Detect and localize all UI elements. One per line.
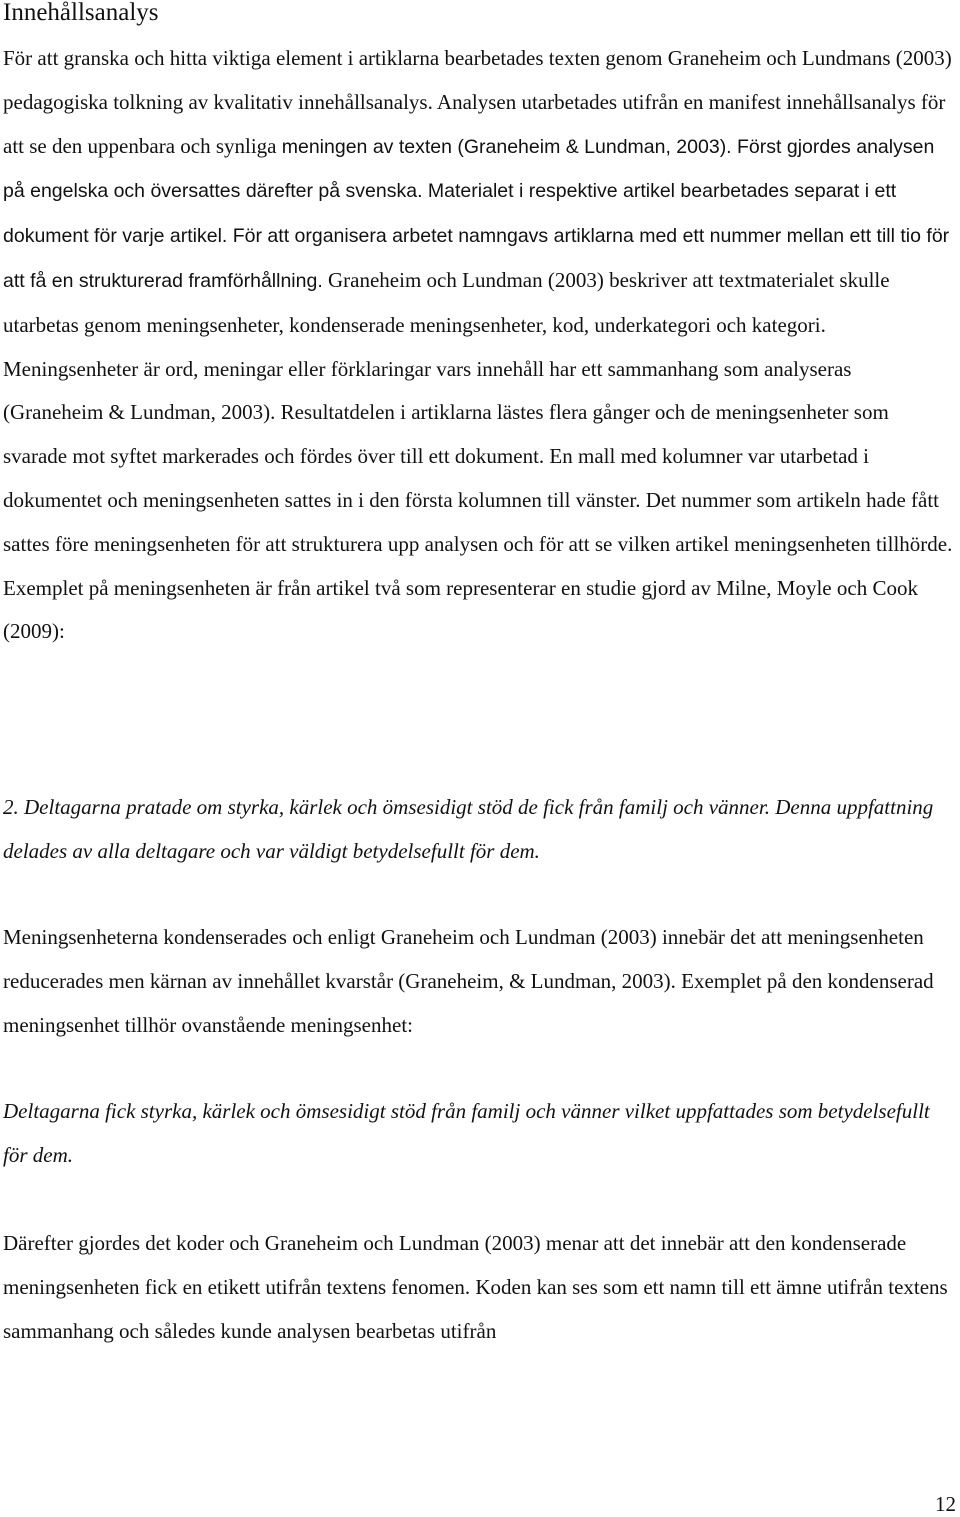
paragraph-condensation: Meningsenheterna kondenserades och enligt Graneheim och Lundman (2003) innebär det att meningsenheten reducerades men kärnan av innehållet kvarstår (Graneheim, & Lundman, 2003). Exemplet på den kondenserad meningsenhet tillhör ovanstående meningsenhet: xyxy=(3,925,934,1037)
section-heading: Innehållsanalys xyxy=(3,0,159,26)
paragraph-method-part-2: meningen av texten (Graneheim & Lundman, 2003). Först gjordes analysen på engelska och översattes därefter på svenska. Materialet i respektive artikel bearbetades separat i ett dokument för varje artikel. För att organisera arbetet namngavs artiklarna med ett nummer mellan ett till tio för att få en strukturerad framförhållning. xyxy=(3,135,950,292)
paragraph-coding: Därefter gjordes det koder och Graneheim och Lundman (2003) menar att det innebär att den kondenserade meningsenheten fick en etikett utifrån textens fenomen. Koden kan ses som ett namn till ett ämne utifrån textens sammanhang och således kunde analysen bearbetas utifrån xyxy=(3,1231,948,1343)
example-meaning-unit: 2. Deltagarna pratade om styrka, kärlek och ömsesidigt stöd de fick från familj och vänner. Denna uppfattning delades av alla deltagare och var väldigt betydelsefullt för dem. xyxy=(3,795,934,863)
example-condensed-unit: Deltagarna fick styrka, kärlek och ömsesidigt stöd från familj och vänner vilket uppfattades som betydelsefullt för dem. xyxy=(3,1099,930,1167)
paragraph-method-part-1: För att granska och hitta viktiga element i artiklarna bearbetades texten genom Graneheim och Lundmans (2003) pedagogiska tolkning av kvalitativ innehållsanalys. Analysen utarbetades utifrån en manifest innehållsanalys för att se den uppenbara och synliga xyxy=(3,46,952,158)
page-number: 12 xyxy=(935,1492,956,1516)
paragraph-method xyxy=(3,37,955,654)
paragraph-method-part-3: Graneheim och Lundman (2003) beskriver att textmaterialet skulle utarbetas genom meningsenheter, kondenserade meningsenheter, kod, underkategori och kategori. Meningsenheter är ord, meningar eller förklaringar vars innehåll har ett sammanhang som analyseras (Graneheim & Lundman, 2003). Resultatdelen i artiklarna lästes flera gånger och de meningsenheter som svarade mot syftet markerades och fördes över till ett dokument. En mall med kolumner var utarbetad i dokumentet och meningsenheten sattes in i den första kolumnen till vänster. Det nummer som artikeln hade fått sattes före meningsenheten för att strukturera upp analysen och för att se vilken artikel meningsenheten tillhörde. Exemplet på meningsenheten är från artikel två som representerar en studie gjord av Milne, Moyle och Cook (2009): xyxy=(3,267,953,644)
